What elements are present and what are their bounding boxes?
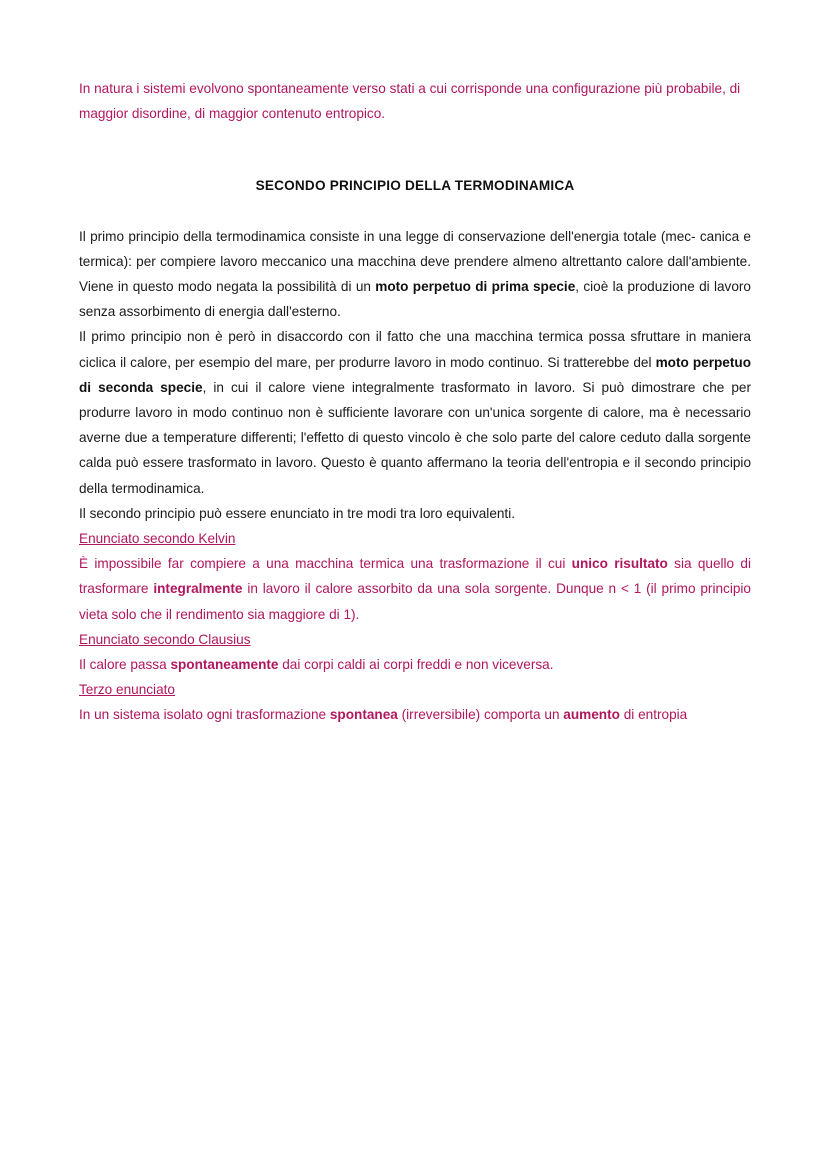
third-statement bbox=[79, 702, 751, 727]
second-species-paragraph bbox=[79, 324, 751, 500]
p2-text-a: Il primo principio non è però in disaccordo con il fatto che una macchina termica possa sfruttare in maniera ciclica il calore, per esempio del mare, per produrre lavoro in modo continuo. Si tratterebbe del bbox=[79, 329, 751, 370]
third-bold-1: spontanea bbox=[329, 707, 398, 723]
section-title: SECONDO PRINCIPIO DELLA TERMODINAMICA bbox=[255, 178, 575, 194]
kelvin-text-3: in lavoro il calore assorbito da una sola sorgente. Dunque n < 1 (il primo principio vieta solo che il rendimento sia maggiore di 1). bbox=[79, 581, 751, 622]
third-text-3: di entropia bbox=[619, 707, 688, 723]
kelvin-statement bbox=[79, 551, 751, 627]
kelvin-text-1: È impossibile far compiere a una macchina termica una trasformazione il cui bbox=[79, 556, 572, 572]
third-heading: Terzo enunciato bbox=[79, 682, 175, 698]
clausius-text-2: dai corpi caldi ai corpi freddi e non viceversa. bbox=[278, 657, 554, 673]
kelvin-text-2: sia quello di trasformare bbox=[79, 556, 751, 597]
first-principle-paragraph bbox=[79, 224, 751, 325]
document-page bbox=[79, 76, 751, 728]
clausius-text-1: Il calore passa bbox=[79, 657, 171, 673]
p2-text-b: , in cui il calore viene integralmente trasformato in lavoro. Si può dimostrare che per produrre lavoro in modo continuo non è sufficiente lavorare con un'unica sorgente di calore, ma è necessario averne due a temperature differenti; l'effetto di questo vincolo è che solo parte del calore ceduto dalla sorgente calda può essere trasformato in lavoro. Questo è quanto affermano la teoria dell'entropia e il secondo principio della termodinamica. bbox=[79, 379, 751, 496]
third-text-1: In un sistema isolato ogni trasformazione bbox=[79, 707, 330, 723]
clausius-heading: Enunciato secondo Clausius bbox=[79, 631, 251, 647]
third-bold-2: aumento bbox=[563, 707, 620, 723]
three-statements-intro: Il secondo principio può essere enunciato in tre modi tra loro equivalenti. bbox=[79, 505, 516, 521]
intro-paragraph: In natura i sistemi evolvono spontaneamente verso stati a cui corrisponde una configurazione più probabile, di maggior disordine, di maggior contenuto entropico. bbox=[79, 81, 741, 122]
p1-text-b: , cioè la produzione di lavoro senza assorbimento di energia dall'esterno. bbox=[79, 279, 751, 320]
clausius-statement bbox=[79, 652, 751, 677]
p1-bold-term: moto perpetuo di prima specie bbox=[375, 279, 576, 295]
kelvin-bold-1: unico risultato bbox=[571, 556, 668, 572]
kelvin-bold-2: integralmente bbox=[153, 581, 243, 597]
kelvin-heading: Enunciato secondo Kelvin bbox=[79, 531, 236, 547]
clausius-bold-1: spontaneamente bbox=[170, 657, 279, 673]
p2-bold-term: moto perpetuo di seconda specie bbox=[79, 354, 751, 395]
third-text-2: (irreversibile) comporta un bbox=[397, 707, 564, 723]
p1-text-a: Il primo principio della termodinamica consiste in una legge di conservazione dell'energia totale (mec- canica e termica): per compiere lavoro meccanico una macchina deve prendere almeno altrettanto calore dall'ambiente. Viene in questo modo negata la possibilità di un bbox=[79, 228, 751, 295]
